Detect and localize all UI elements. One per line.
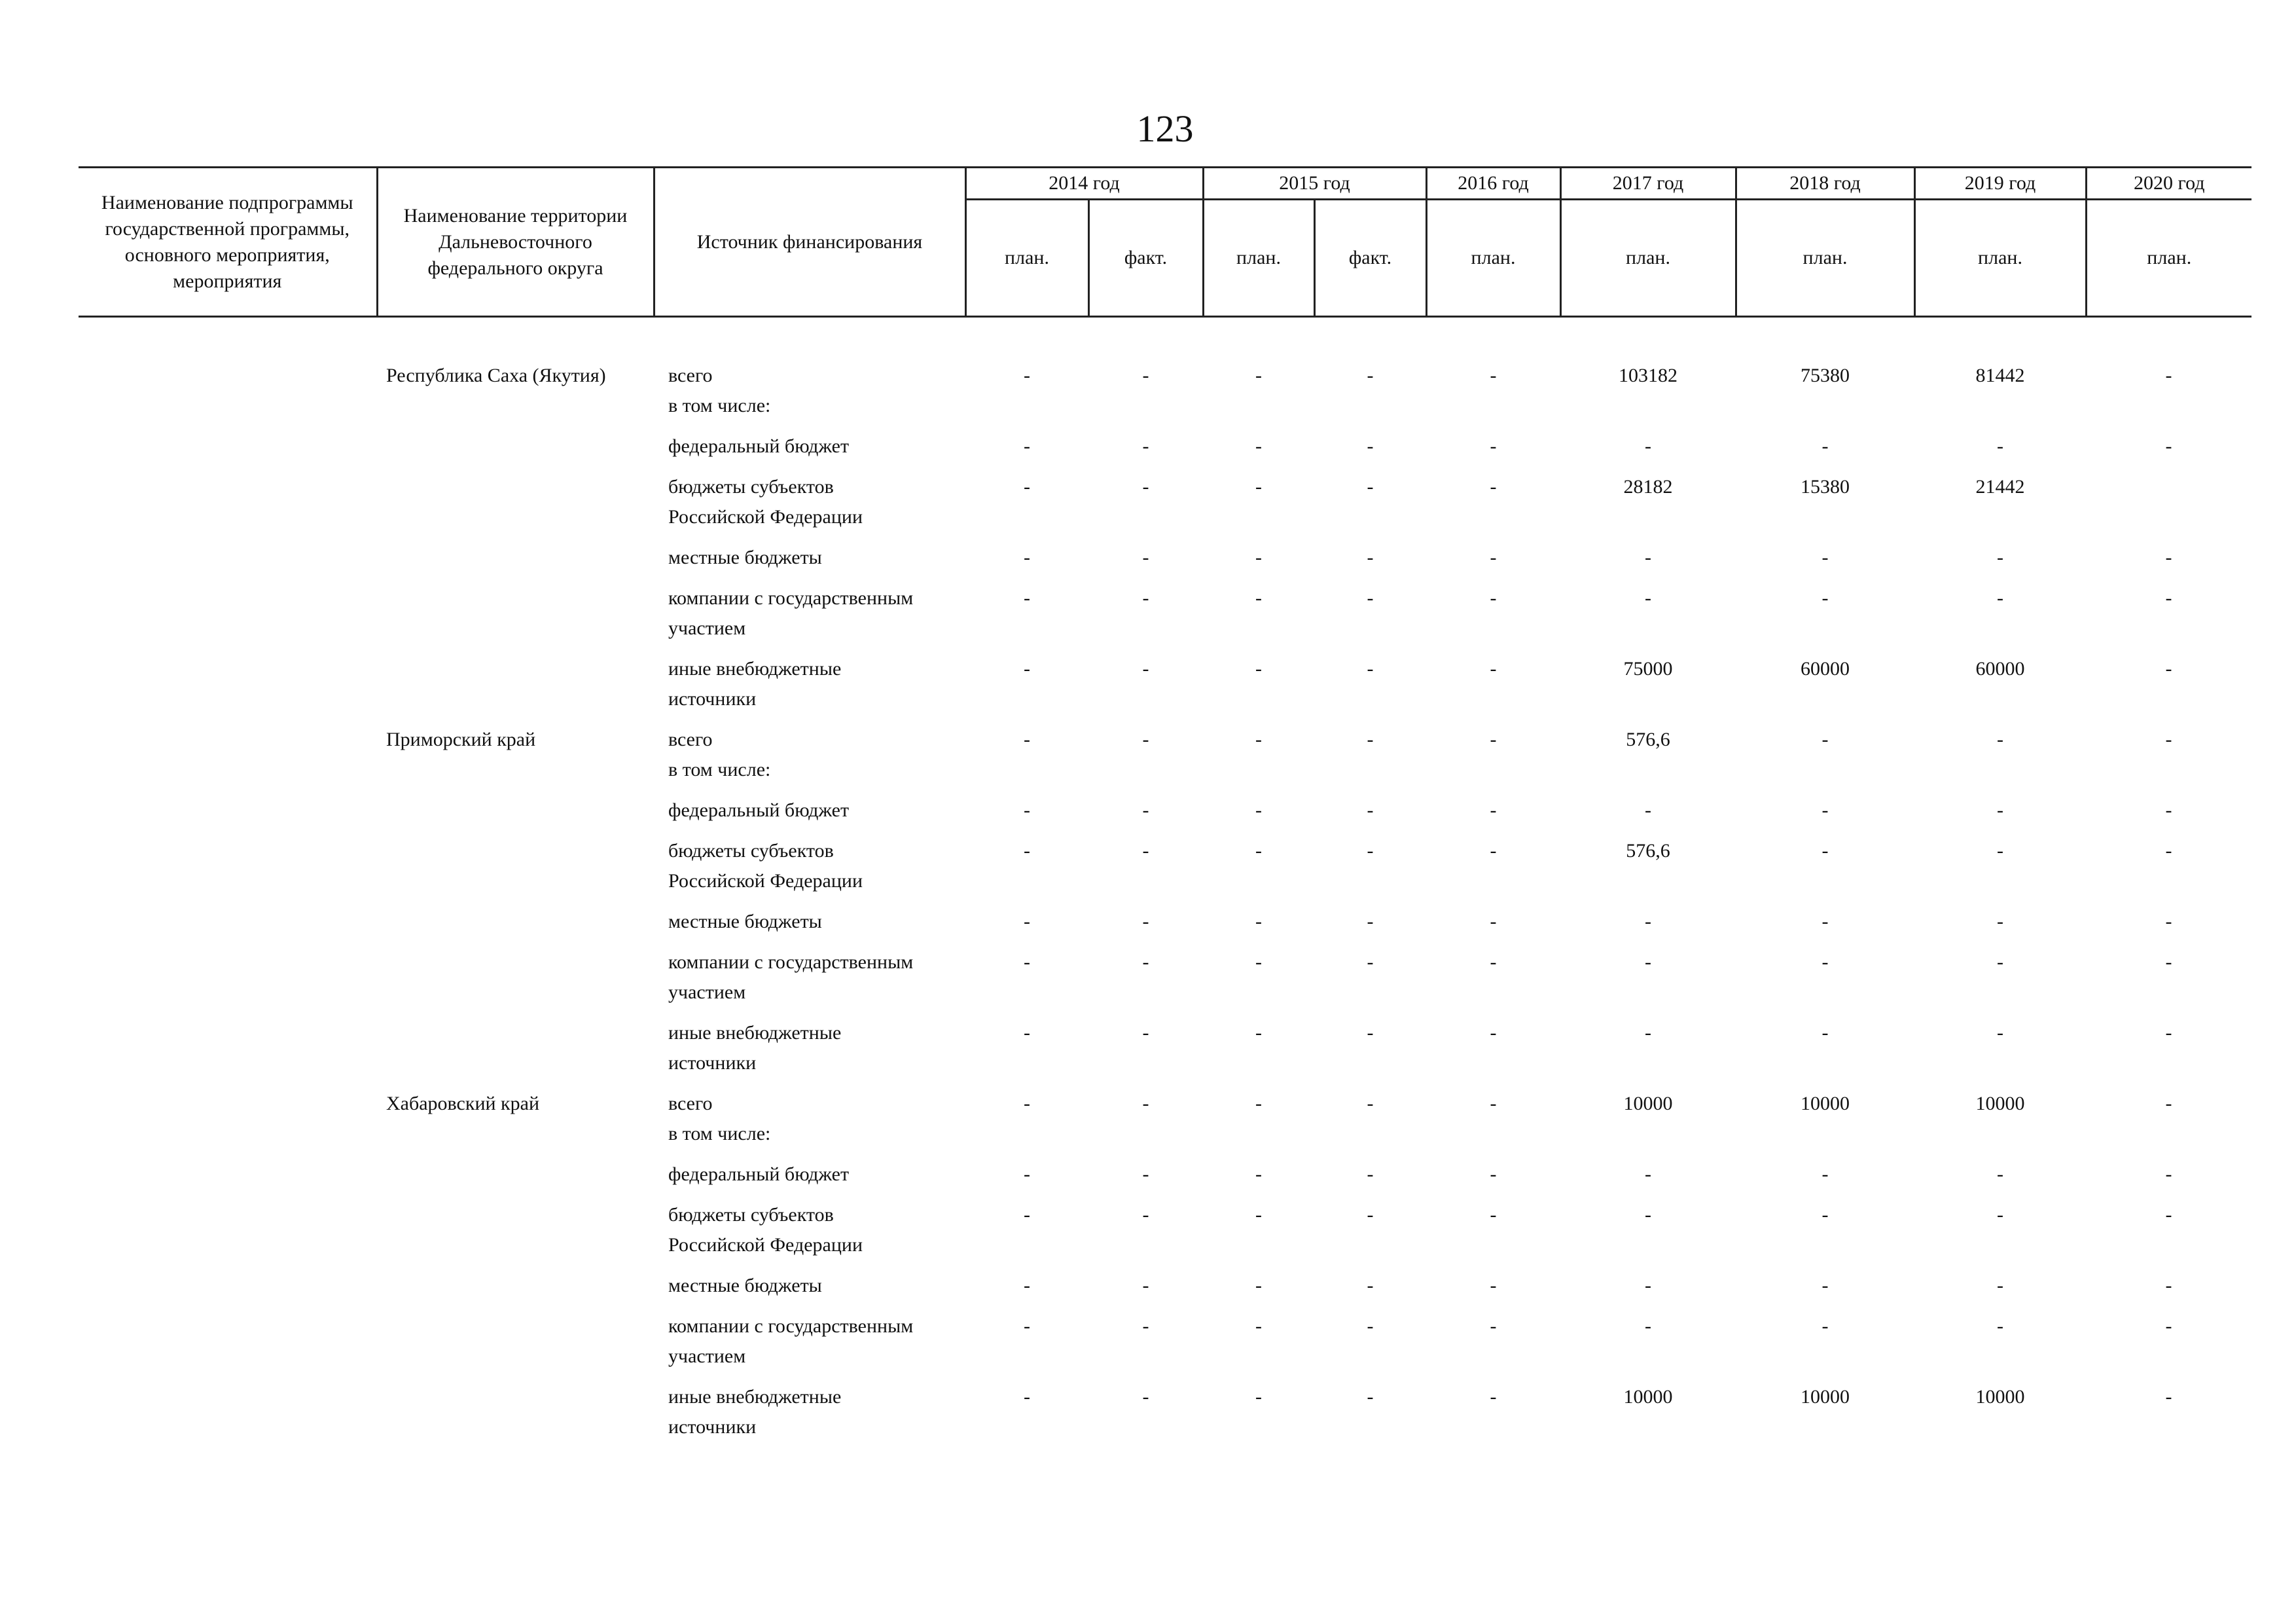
value-cell-plan-2018: - <box>1821 799 1829 821</box>
value-cell-fact-2014: - <box>1142 476 1149 498</box>
value-cell-fact-2014: - <box>1142 1275 1149 1296</box>
value-cell-plan-2015: - <box>1255 951 1262 973</box>
value-cell-plan-2014: - <box>1024 1163 1030 1185</box>
value-cell-plan-2017: - <box>1645 799 1651 821</box>
table-row <box>79 907 2251 947</box>
source-cell <box>654 1200 965 1271</box>
value-cell-plan-2017: - <box>1645 1315 1651 1337</box>
value-cell-plan-2014: - <box>1024 799 1030 821</box>
source-label-continued: источники <box>668 1052 757 1074</box>
value-cell-fact-2014: - <box>1142 658 1149 680</box>
value-cell-plan-2020: - <box>2165 365 2172 386</box>
value-cell-plan-2015: - <box>1255 729 1262 750</box>
territory-cell <box>377 947 654 1018</box>
value-cell-fact-2015: - <box>1367 799 1374 821</box>
header-year-2016: 2016 год <box>1426 168 1560 200</box>
value-cell-fact-2014: - <box>1142 1093 1149 1114</box>
source-label: федеральный бюджет <box>668 435 850 457</box>
table-header <box>79 168 2251 317</box>
value-cell-plan-2017: - <box>1645 951 1651 973</box>
source-cell <box>654 1271 965 1311</box>
value-cell-plan-2018: - <box>1821 911 1829 932</box>
source-cell <box>654 583 965 654</box>
value-cell-plan-2014: - <box>1024 1275 1030 1296</box>
table-row <box>79 1159 2251 1200</box>
value-cell-plan-2018: - <box>1821 1204 1829 1226</box>
value-cell-fact-2014: - <box>1142 1022 1149 1044</box>
source-label: бюджеты субъектов <box>668 840 834 862</box>
header-year-2018: 2018 год <box>1736 168 1914 200</box>
value-cell-plan-2017: 576,6 <box>1626 840 1670 862</box>
value-cell-fact-2015: - <box>1367 1204 1374 1226</box>
value-cell-fact-2014: - <box>1142 587 1149 609</box>
value-cell-plan-2020: - <box>2165 799 2172 821</box>
value-cell-plan-2019: 21442 <box>1975 476 2025 498</box>
source-label-continued: в том числе: <box>668 1123 771 1144</box>
source-label-continued: источники <box>668 1416 757 1438</box>
table-row <box>79 543 2251 583</box>
value-cell-plan-2017: - <box>1645 911 1651 932</box>
header-plan-2014: план. <box>965 200 1088 317</box>
source-label-continued: источники <box>668 688 757 710</box>
value-cell-fact-2015: - <box>1367 658 1374 680</box>
value-cell-plan-2019: - <box>1997 1163 2003 1185</box>
subprogram-cell <box>79 1018 377 1089</box>
territory-cell <box>377 654 654 725</box>
subprogram-cell <box>79 795 377 836</box>
territory-cell: Республика Саха (Якутия) <box>386 365 606 386</box>
header-year-2019: 2019 год <box>1914 168 2086 200</box>
value-cell-plan-2015: - <box>1255 658 1262 680</box>
value-cell-fact-2015: - <box>1367 1022 1374 1044</box>
value-cell-fact-2015: - <box>1367 1386 1374 1408</box>
value-cell-plan-2018: 10000 <box>1801 1093 1850 1114</box>
source-label: федеральный бюджет <box>668 799 850 821</box>
source-label-continued: участием <box>668 617 746 639</box>
value-cell-fact-2014: - <box>1142 951 1149 973</box>
territory-cell <box>377 907 654 947</box>
value-cell-plan-2016: - <box>1490 1022 1497 1044</box>
header-plan-2019: план. <box>1914 200 2086 317</box>
value-cell-plan-2017: 10000 <box>1623 1093 1673 1114</box>
value-cell-plan-2019: - <box>1997 435 2003 457</box>
territory-cell <box>377 543 654 583</box>
value-cell-plan-2020: - <box>2165 1163 2172 1185</box>
source-label: всего <box>668 365 713 386</box>
value-cell-fact-2014: - <box>1142 840 1149 862</box>
table-row <box>79 1018 2251 1089</box>
value-cell-plan-2014: - <box>1024 1386 1030 1408</box>
value-cell-plan-2017: - <box>1645 435 1651 457</box>
value-cell-plan-2020: - <box>2165 435 2172 457</box>
table-row <box>79 1382 2251 1453</box>
value-cell-plan-2018: - <box>1821 840 1829 862</box>
value-cell-plan-2018: - <box>1821 1275 1829 1296</box>
territory-cell <box>377 583 654 654</box>
value-cell-plan-2017: - <box>1645 547 1651 568</box>
value-cell-plan-2016: - <box>1490 840 1497 862</box>
value-cell-plan-2019: 10000 <box>1975 1093 2025 1114</box>
page-number: 123 <box>1136 107 1194 150</box>
value-cell-plan-2019: 10000 <box>1975 1386 2025 1408</box>
financing-table <box>79 166 2251 1453</box>
value-cell-plan-2018: - <box>1821 547 1829 568</box>
value-cell-fact-2014: - <box>1142 1315 1149 1337</box>
value-cell-plan-2018: - <box>1821 729 1829 750</box>
value-cell-fact-2015: - <box>1367 365 1374 386</box>
value-cell-plan-2016: - <box>1490 951 1497 973</box>
header-plan-2017: план. <box>1560 200 1736 317</box>
value-cell-plan-2019: - <box>1997 1022 2003 1044</box>
subprogram-cell <box>79 1089 377 1159</box>
value-cell-plan-2014: - <box>1024 911 1030 932</box>
territory-cell <box>377 1271 654 1311</box>
header-plan-2015: план. <box>1203 200 1314 317</box>
value-cell-plan-2020: - <box>2165 1093 2172 1114</box>
source-label: бюджеты субъектов <box>668 476 834 498</box>
value-cell-plan-2019: - <box>1997 587 2003 609</box>
value-cell-plan-2014: - <box>1024 1315 1030 1337</box>
value-cell-plan-2017: - <box>1645 1275 1651 1296</box>
value-cell-plan-2016: - <box>1490 658 1497 680</box>
source-cell <box>654 654 965 725</box>
source-label: иные внебюджетные <box>668 1022 842 1044</box>
source-cell <box>654 947 965 1018</box>
territory-cell: Хабаровский край <box>386 1093 539 1114</box>
value-cell-plan-2017: 10000 <box>1623 1386 1673 1408</box>
subprogram-cell <box>79 836 377 907</box>
value-cell-plan-2014: - <box>1024 587 1030 609</box>
header-year-2014: 2014 год <box>965 168 1203 200</box>
value-cell-plan-2016: - <box>1490 1163 1497 1185</box>
source-label-continued: в том числе: <box>668 759 771 780</box>
value-cell-plan-2014: - <box>1024 1022 1030 1044</box>
value-cell-plan-2015: - <box>1255 476 1262 498</box>
value-cell-fact-2014: - <box>1142 1204 1149 1226</box>
value-cell-plan-2018: 60000 <box>1801 658 1850 680</box>
territory-cell <box>377 1159 654 1200</box>
subprogram-cell <box>79 543 377 583</box>
table-row <box>79 361 2251 431</box>
subprogram-cell <box>79 654 377 725</box>
table-row <box>79 1200 2251 1271</box>
value-cell-plan-2016: - <box>1490 1275 1497 1296</box>
source-label: федеральный бюджет <box>668 1163 850 1185</box>
value-cell-plan-2016: - <box>1490 476 1497 498</box>
value-cell-plan-2016: - <box>1490 435 1497 457</box>
source-label-continued: участием <box>668 981 746 1003</box>
source-cell <box>654 543 965 583</box>
value-cell-plan-2020: - <box>2165 911 2172 932</box>
value-cell-plan-2020: - <box>2165 1022 2172 1044</box>
value-cell-plan-2014: - <box>1024 435 1030 457</box>
header-year-2017: 2017 год <box>1560 168 1736 200</box>
value-cell-plan-2016: - <box>1490 1315 1497 1337</box>
source-cell <box>654 836 965 907</box>
value-cell-plan-2020: - <box>2165 1204 2172 1226</box>
value-cell-plan-2014: - <box>1024 658 1030 680</box>
table-body <box>79 317 2251 1453</box>
header-source-label: Источник финансирования <box>696 230 923 253</box>
value-cell-fact-2015: - <box>1367 1315 1374 1337</box>
table-row <box>79 472 2251 543</box>
source-cell <box>654 1018 965 1089</box>
value-cell-plan-2016: - <box>1490 911 1497 932</box>
value-cell-plan-2015: - <box>1255 587 1262 609</box>
territory-cell <box>377 836 654 907</box>
header-plan-2016: план. <box>1426 200 1560 317</box>
value-cell-plan-2019: - <box>1997 1315 2003 1337</box>
value-cell-fact-2014: - <box>1142 547 1149 568</box>
value-cell-plan-2015: - <box>1255 1204 1262 1226</box>
value-cell-plan-2020: - <box>2165 840 2172 862</box>
subprogram-cell <box>79 1382 377 1453</box>
value-cell-fact-2014: - <box>1142 435 1149 457</box>
value-cell-plan-2015: - <box>1255 1275 1262 1296</box>
header-source <box>654 168 965 317</box>
territory-cell <box>377 1200 654 1271</box>
territory-cell <box>377 795 654 836</box>
table-row <box>79 795 2251 836</box>
value-cell-plan-2019: - <box>1997 799 2003 821</box>
value-cell-fact-2015: - <box>1367 547 1374 568</box>
value-cell-plan-2018: 15380 <box>1801 476 1850 498</box>
source-cell <box>654 795 965 836</box>
territory-cell <box>377 431 654 472</box>
territory-cell: Приморский край <box>386 729 536 750</box>
value-cell-fact-2015: - <box>1367 911 1374 932</box>
value-cell-plan-2014: - <box>1024 547 1030 568</box>
header-row-years <box>79 168 2251 200</box>
source-label-continued: участием <box>668 1345 746 1367</box>
value-cell-plan-2015: - <box>1255 547 1262 568</box>
subprogram-cell <box>79 907 377 947</box>
source-cell <box>654 361 965 431</box>
value-cell-plan-2019: - <box>1997 1204 2003 1226</box>
value-cell-plan-2018: - <box>1821 1022 1829 1044</box>
header-fact-2014: факт. <box>1088 200 1203 317</box>
subprogram-cell <box>79 583 377 654</box>
value-cell-plan-2016: - <box>1490 799 1497 821</box>
value-cell-fact-2014: - <box>1142 1386 1149 1408</box>
value-cell-fact-2015: - <box>1367 1163 1374 1185</box>
value-cell-plan-2015: - <box>1255 1093 1262 1114</box>
table-row <box>79 431 2251 472</box>
value-cell-plan-2020: - <box>2165 547 2172 568</box>
source-cell <box>654 1089 965 1159</box>
header-territory-label: Наименование территории Дальневосточного федерального округа <box>403 204 628 279</box>
header-year-2015: 2015 год <box>1203 168 1426 200</box>
source-label: всего <box>668 1093 713 1114</box>
value-cell-plan-2017: 75000 <box>1623 658 1673 680</box>
source-label-continued: Российской Федерации <box>668 870 863 892</box>
source-label-continued: в том числе: <box>668 395 771 416</box>
header-subprogram <box>79 168 377 317</box>
value-cell-plan-2016: - <box>1490 1204 1497 1226</box>
table-row <box>79 725 2251 795</box>
source-label: бюджеты субъектов <box>668 1204 834 1226</box>
value-cell-plan-2016: - <box>1490 1386 1497 1408</box>
source-cell <box>654 472 965 543</box>
value-cell-fact-2015: - <box>1367 840 1374 862</box>
value-cell-plan-2018: - <box>1821 1315 1829 1337</box>
source-cell <box>654 431 965 472</box>
value-cell-fact-2014: - <box>1142 365 1149 386</box>
value-cell-plan-2018: 75380 <box>1801 365 1850 386</box>
value-cell-plan-2016: - <box>1490 365 1497 386</box>
value-cell-fact-2014: - <box>1142 1163 1149 1185</box>
source-label: компании с государственным <box>668 587 914 609</box>
header-plan-2018: план. <box>1736 200 1914 317</box>
subprogram-cell <box>79 725 377 795</box>
subprogram-cell <box>79 1311 377 1382</box>
subprogram-cell <box>79 431 377 472</box>
value-cell-plan-2015: - <box>1255 1386 1262 1408</box>
value-cell-plan-2019: - <box>1997 951 2003 973</box>
territory-cell <box>377 1018 654 1089</box>
value-cell-plan-2015: - <box>1255 435 1262 457</box>
table-row <box>79 583 2251 654</box>
subprogram-cell <box>79 1200 377 1271</box>
value-cell-plan-2019: - <box>1997 911 2003 932</box>
source-label-continued: Российской Федерации <box>668 1234 863 1256</box>
subprogram-cell <box>79 1159 377 1200</box>
source-cell <box>654 1382 965 1453</box>
header-fact-2015: факт. <box>1314 200 1426 317</box>
value-cell-plan-2020: - <box>2165 1315 2172 1337</box>
value-cell-plan-2019: 60000 <box>1975 658 2025 680</box>
table-row <box>79 1271 2251 1311</box>
source-label: компании с государственным <box>668 1315 914 1337</box>
value-cell-plan-2016: - <box>1490 1093 1497 1114</box>
value-cell-plan-2015: - <box>1255 911 1262 932</box>
source-label: компании с государственным <box>668 951 914 973</box>
source-label-continued: Российской Федерации <box>668 506 863 528</box>
subprogram-cell <box>79 472 377 543</box>
value-cell-fact-2015: - <box>1367 435 1374 457</box>
subprogram-cell <box>79 361 377 431</box>
value-cell-plan-2018: - <box>1821 587 1829 609</box>
value-cell-plan-2017: - <box>1645 587 1651 609</box>
subprogram-cell <box>79 947 377 1018</box>
value-cell-plan-2015: - <box>1255 799 1262 821</box>
source-label: всего <box>668 729 713 750</box>
value-cell-plan-2016: - <box>1490 587 1497 609</box>
source-cell <box>654 1159 965 1200</box>
source-label: местные бюджеты <box>668 1275 822 1296</box>
source-label: иные внебюджетные <box>668 1386 842 1408</box>
value-cell-plan-2020 <box>2086 472 2251 543</box>
value-cell-plan-2018: 10000 <box>1801 1386 1850 1408</box>
territory-cell <box>377 472 654 543</box>
value-cell-plan-2017: - <box>1645 1022 1651 1044</box>
value-cell-fact-2014: - <box>1142 799 1149 821</box>
value-cell-plan-2018: - <box>1821 435 1829 457</box>
table-row <box>79 836 2251 907</box>
value-cell-plan-2017: 576,6 <box>1626 729 1670 750</box>
value-cell-plan-2015: - <box>1255 840 1262 862</box>
value-cell-fact-2015: - <box>1367 587 1374 609</box>
value-cell-plan-2019: 81442 <box>1975 365 2025 386</box>
value-cell-fact-2015: - <box>1367 1093 1374 1114</box>
value-cell-fact-2014: - <box>1142 729 1149 750</box>
value-cell-plan-2020: - <box>2165 951 2172 973</box>
value-cell-plan-2019: - <box>1997 547 2003 568</box>
source-cell <box>654 907 965 947</box>
table-row <box>79 1311 2251 1382</box>
value-cell-plan-2014: - <box>1024 840 1030 862</box>
value-cell-plan-2015: - <box>1255 1022 1262 1044</box>
value-cell-plan-2020: - <box>2165 729 2172 750</box>
source-label: местные бюджеты <box>668 911 822 932</box>
value-cell-plan-2020: - <box>2165 658 2172 680</box>
source-cell <box>654 1311 965 1382</box>
table-row <box>79 1089 2251 1159</box>
value-cell-plan-2020: - <box>2165 1386 2172 1408</box>
table-row <box>79 654 2251 725</box>
value-cell-fact-2015: - <box>1367 1275 1374 1296</box>
value-cell-plan-2017: 103182 <box>1619 365 1677 386</box>
value-cell-plan-2017: 28182 <box>1623 476 1673 498</box>
table-row <box>79 947 2251 1018</box>
source-label: местные бюджеты <box>668 547 822 568</box>
value-cell-plan-2014: - <box>1024 1093 1030 1114</box>
value-cell-plan-2020: - <box>2165 587 2172 609</box>
territory-cell <box>377 1382 654 1453</box>
value-cell-plan-2014: - <box>1024 365 1030 386</box>
value-cell-plan-2019: - <box>1997 840 2003 862</box>
value-cell-plan-2014: - <box>1024 1204 1030 1226</box>
value-cell-plan-2014: - <box>1024 476 1030 498</box>
value-cell-fact-2015: - <box>1367 476 1374 498</box>
header-plan-2020: план. <box>2086 200 2251 317</box>
source-cell <box>654 725 965 795</box>
value-cell-plan-2019: - <box>1997 729 2003 750</box>
value-cell-plan-2018: - <box>1821 951 1829 973</box>
value-cell-plan-2016: - <box>1490 729 1497 750</box>
value-cell-plan-2015: - <box>1255 1163 1262 1185</box>
value-cell-fact-2015: - <box>1367 951 1374 973</box>
value-cell-plan-2017: - <box>1645 1163 1651 1185</box>
territory-cell <box>377 1311 654 1382</box>
value-cell-fact-2015: - <box>1367 729 1374 750</box>
value-cell-fact-2014: - <box>1142 911 1149 932</box>
value-cell-plan-2018: - <box>1821 1163 1829 1185</box>
header-territory <box>377 168 654 317</box>
header-subprogram-label: Наименование подпрограммы государственной программы, основного мероприятия, мероприятия <box>101 191 353 292</box>
value-cell-plan-2020: - <box>2165 1275 2172 1296</box>
value-cell-plan-2015: - <box>1255 1315 1262 1337</box>
value-cell-plan-2016: - <box>1490 547 1497 568</box>
value-cell-plan-2019: - <box>1997 1275 2003 1296</box>
value-cell-plan-2014: - <box>1024 951 1030 973</box>
source-label: иные внебюджетные <box>668 658 842 680</box>
header-year-2020: 2020 год <box>2086 168 2251 200</box>
value-cell-plan-2015: - <box>1255 365 1262 386</box>
value-cell-plan-2017: - <box>1645 1204 1651 1226</box>
value-cell-plan-2014: - <box>1024 729 1030 750</box>
subprogram-cell <box>79 1271 377 1311</box>
